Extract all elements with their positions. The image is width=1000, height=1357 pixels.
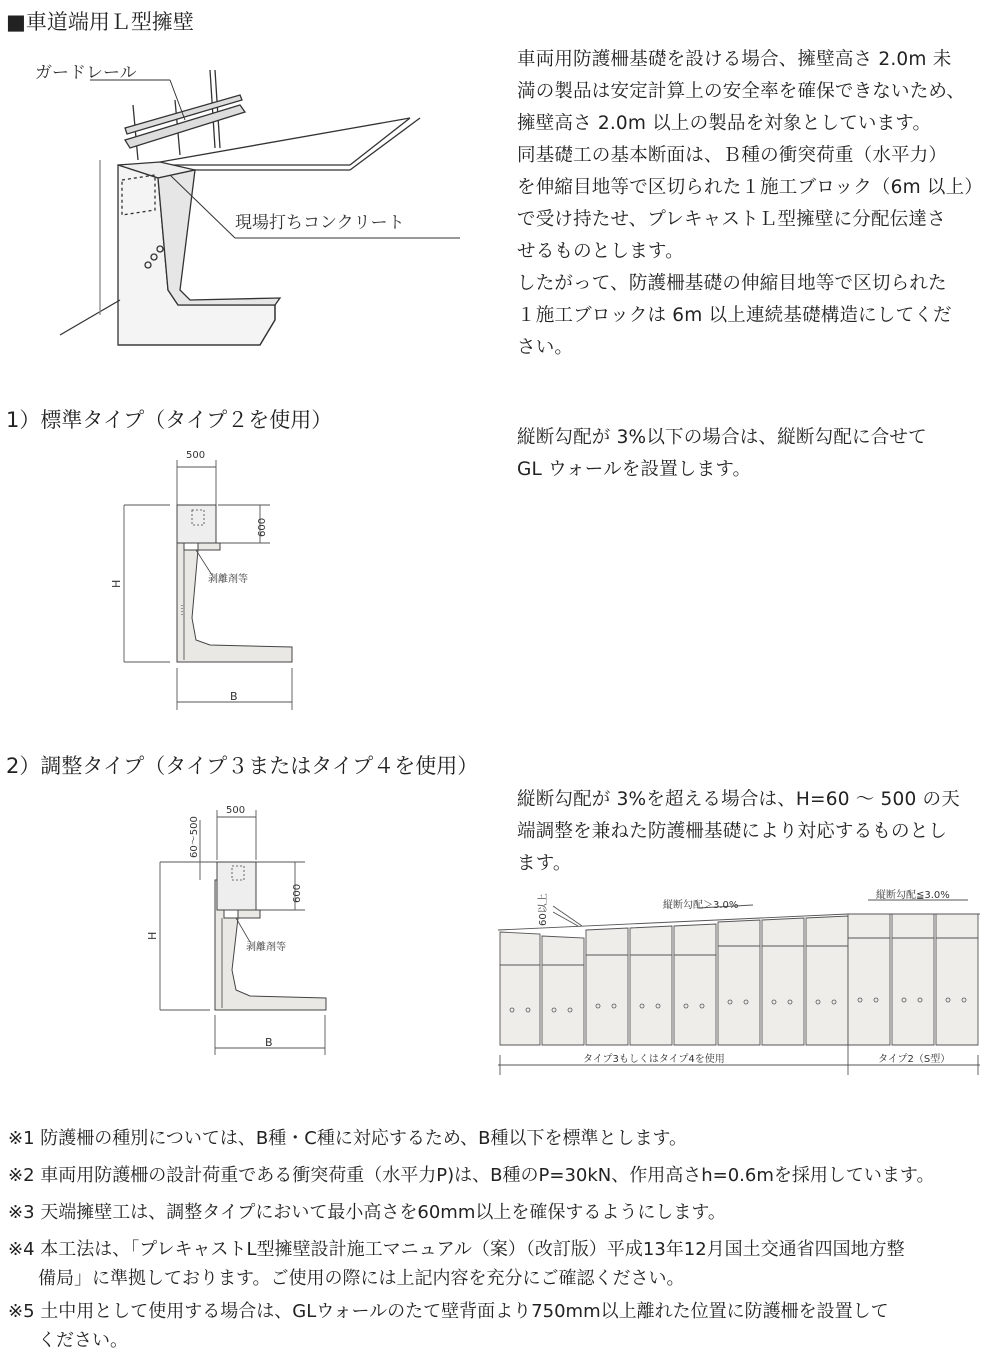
range-left-label: タイプ3もしくはタイプ4を使用	[583, 1054, 725, 1065]
dim-top-500: 500	[186, 450, 206, 461]
dim-b: B	[265, 1036, 273, 1049]
section1-description	[517, 422, 987, 486]
dim-600: 600	[292, 883, 303, 903]
retaining-wall-isometric-figure	[30, 60, 490, 360]
note-text: 土中用として使用する場合は、GLウォールのたて壁背面より750mm以上離れた位置に防護柵を設置して	[40, 1301, 889, 1322]
note-item	[8, 1235, 998, 1293]
min-height-label: 60以上	[538, 893, 549, 926]
release-agent-label: 剥離剤等	[208, 574, 248, 585]
release-agent-label: 剥離剤等	[246, 942, 286, 953]
dim-b: B	[230, 690, 238, 703]
page-title: ■車道端用Ｌ型擁壁	[6, 10, 194, 34]
note-mark: ※4	[8, 1239, 35, 1260]
slope-gt-label: 縦断勾配＞3.0%	[663, 900, 739, 911]
dim-adjust: 60～500	[189, 816, 200, 858]
note-mark: ※1	[8, 1128, 35, 1149]
guardrail-label: ガードレール	[35, 63, 137, 83]
intro-line: 車両用防護柵基礎を設ける場合、擁壁高さ 2.0m 未	[517, 49, 952, 70]
note-mark: ※5	[8, 1301, 35, 1322]
notes	[8, 1124, 998, 1355]
dim-h: H	[146, 931, 159, 940]
intro-line: 擁壁高さ 2.0m 以上の製品を対象としています。	[517, 113, 932, 134]
intro-line: １施工ブロックは 6m 以上連続基礎構造にしてくだ	[517, 305, 952, 326]
note-text: 車両用防護柵の設計荷重である衝突荷重（水平力P)は、B種のP=30kN、作用高さh=0.6mを採用しています。	[40, 1165, 935, 1186]
dim-600: 600	[257, 517, 268, 537]
note-mark: ※3	[8, 1202, 35, 1223]
intro-line: で受け持たせ、プレキャストＬ型擁壁に分配伝達さ	[517, 209, 946, 230]
section2-desc-line: ます。	[517, 853, 572, 874]
note-continuation: 備局」に準拠しております。ご使用の際には上記内容を充分にご確認ください。	[38, 1268, 685, 1289]
section1-heading: 1）標準タイプ（タイプ２を使用）	[6, 408, 333, 432]
section2-desc-line: 端調整を兼ねた防護柵基礎により対応するものとし	[517, 821, 948, 842]
adjust-type-section-drawing	[140, 800, 340, 1060]
note-text: 本工法は、「プレキャストL型擁壁設計施工マニュアル（案）（改訂版）平成13年12月国土交通省四国地方整	[40, 1239, 905, 1260]
section1-desc-line: GL ウォールを設置します。	[517, 459, 752, 480]
intro-line: 満の製品は安定計算上の安全率を確保できないため、	[517, 81, 966, 102]
dim-top-500: 500	[226, 805, 246, 816]
note-text: 天端擁壁工は、調整タイプにおいて最小高さを60mm以上を確保するようにします。	[40, 1202, 726, 1223]
section2-description	[517, 784, 987, 880]
note-mark: ※2	[8, 1165, 35, 1186]
note-item	[8, 1297, 998, 1355]
note-text: 防護柵の種別については、B種・C種に対応するため、B種以下を標準とします。	[40, 1128, 688, 1149]
section2-heading: 2）調整タイプ（タイプ３またはタイプ４を使用）	[6, 754, 479, 778]
intro-paragraph	[517, 44, 987, 364]
note-continuation: ください。	[38, 1330, 128, 1351]
slope-le-label: 縦断勾配≦3.0%	[876, 890, 950, 901]
note-item	[8, 1161, 998, 1190]
intro-line: さい。	[517, 337, 574, 358]
intro-line: せるものとします。	[517, 241, 684, 262]
section1-desc-line: 縦断勾配が 3%以下の場合は、縦断勾配に合せて	[517, 427, 927, 448]
dim-h: H	[110, 579, 123, 588]
range-right-label: タイプ2（S型）	[878, 1054, 951, 1065]
note-item	[8, 1198, 998, 1227]
standard-type-section-drawing	[100, 440, 320, 720]
elevation-drawing	[498, 880, 980, 1080]
concrete-label: 現場打ちコンクリート	[235, 213, 405, 233]
intro-line: 同基礎工の基本断面は、Ｂ種の衝突荷重（水平力）	[517, 145, 948, 166]
note-item	[8, 1124, 998, 1153]
intro-line: を伸縮目地等で区切られた１施工ブロック（6m 以上）	[517, 177, 984, 198]
intro-line: したがって、防護柵基礎の伸縮目地等で区切られた	[517, 273, 947, 294]
section2-desc-line: 縦断勾配が 3%を超える場合は、H=60 ～ 500 の天	[517, 789, 960, 810]
